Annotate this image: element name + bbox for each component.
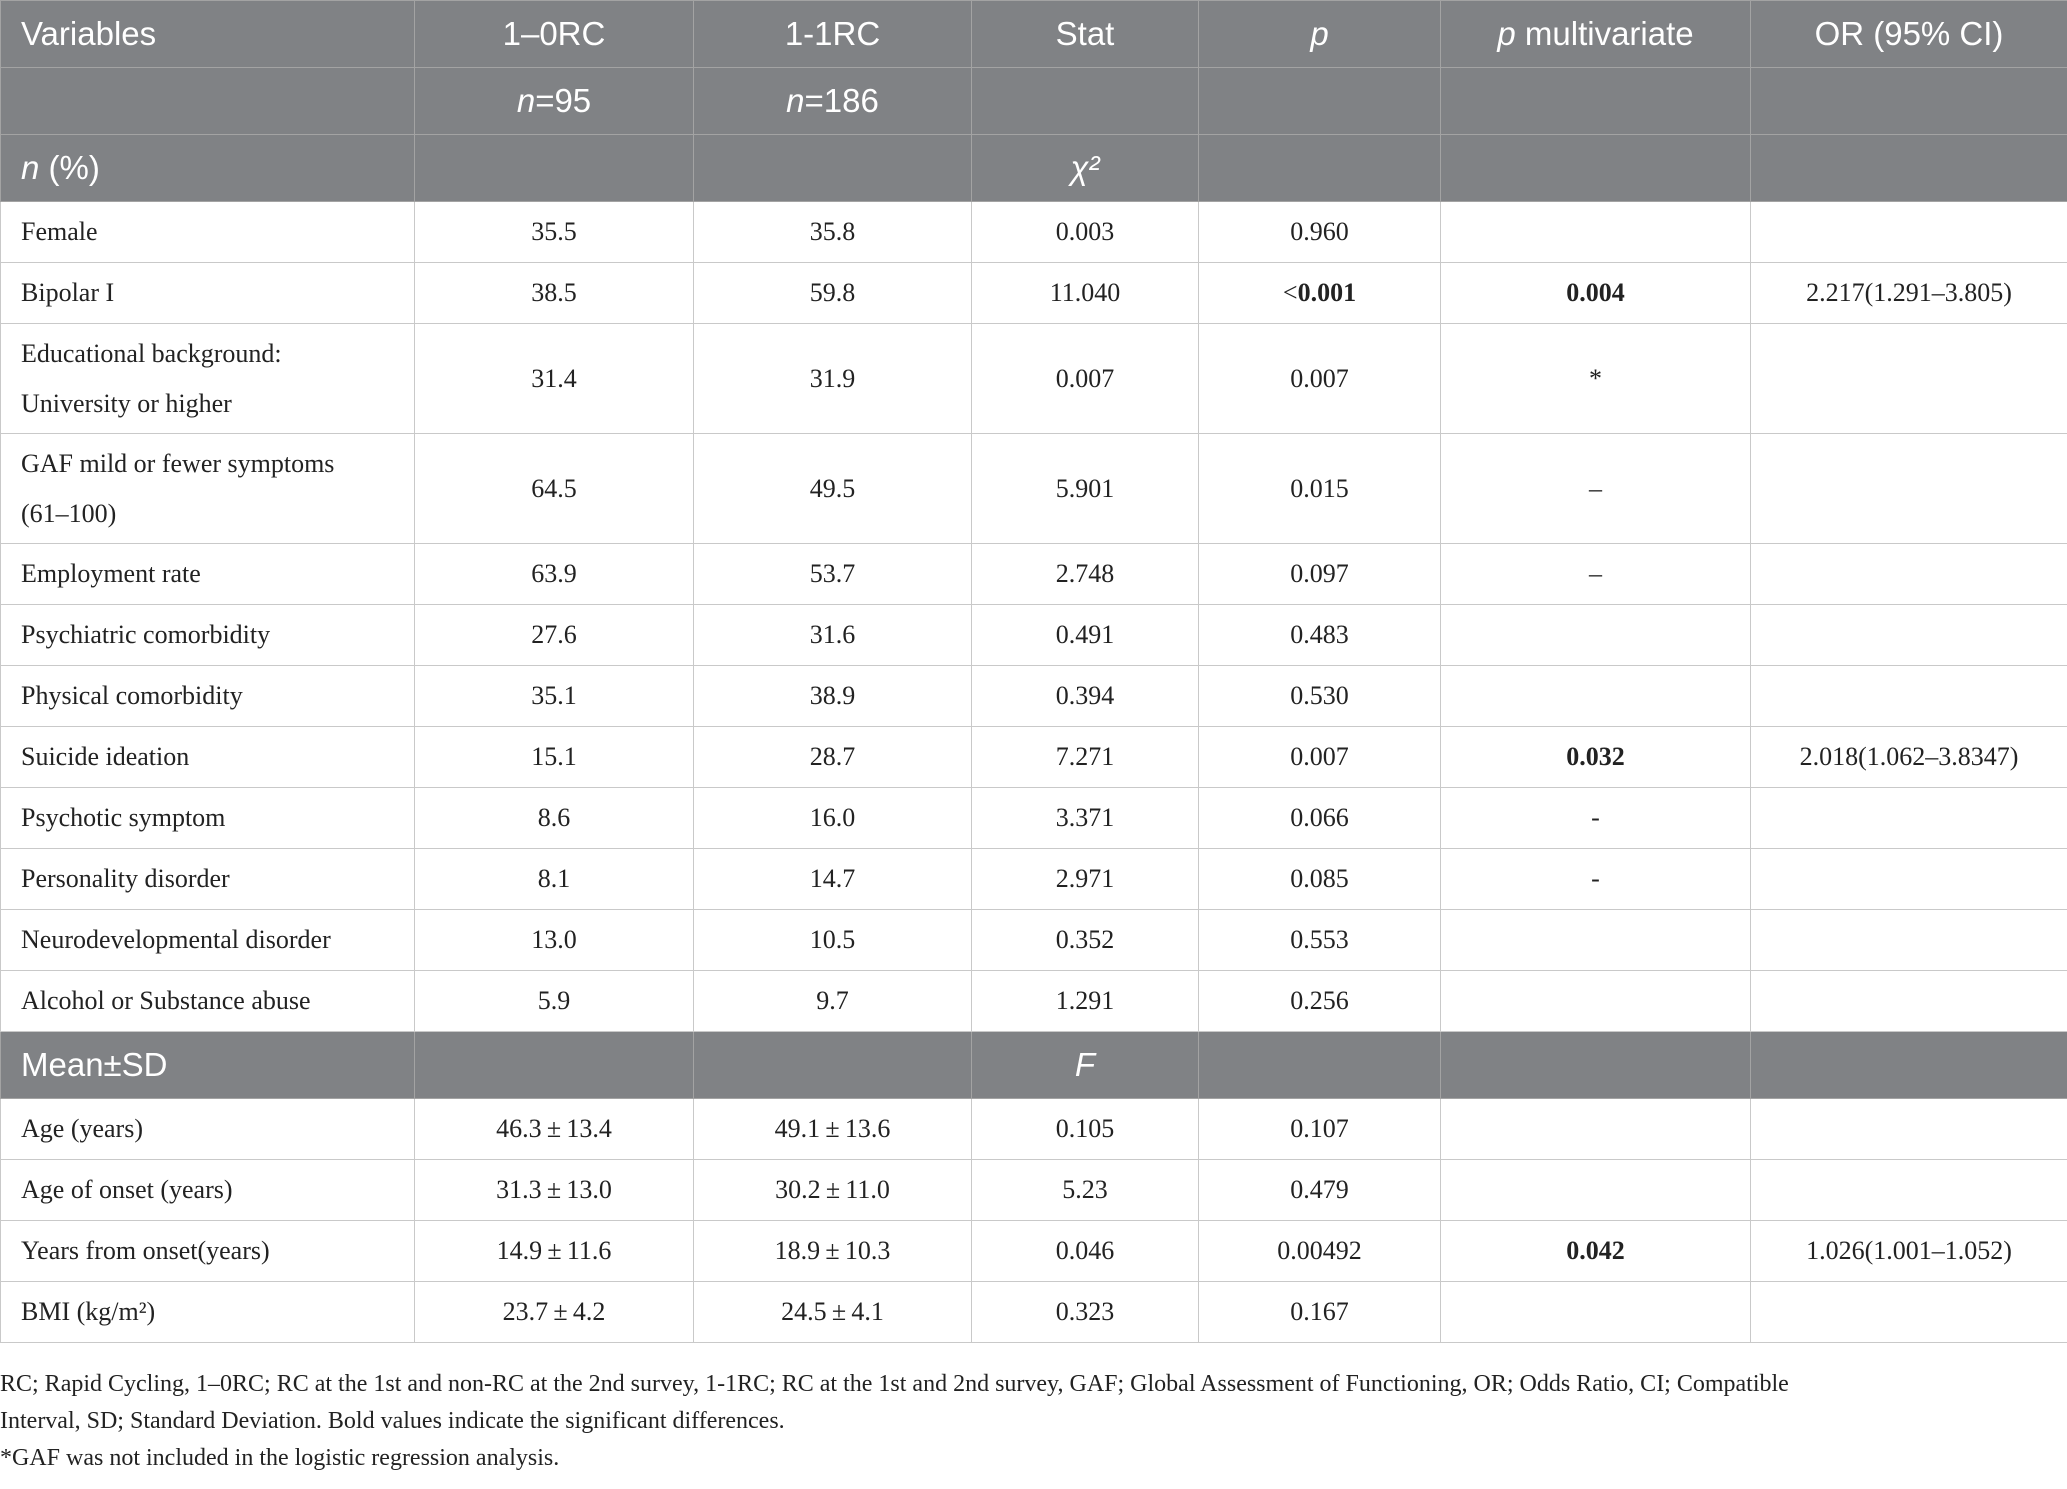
- empty-cell: [1, 68, 415, 135]
- empty-cell: [694, 135, 972, 202]
- table-row: [1, 910, 2067, 971]
- empty-cell: [972, 68, 1199, 135]
- table-row: [1, 324, 2067, 434]
- odds-ratio-value: [1751, 666, 2067, 727]
- variable-name-cell: [1, 202, 415, 263]
- stat-value: 5.901: [972, 434, 1199, 544]
- group1-value: 15.1: [415, 727, 694, 788]
- p-value-cell: [1199, 263, 1441, 324]
- table-row: [1, 544, 2067, 605]
- p-value: 0.960: [1290, 217, 1349, 246]
- p-value: 0.097: [1290, 559, 1349, 588]
- group2-value: 30.2 ± 11.0: [694, 1160, 972, 1221]
- pct-suffix: (%): [39, 149, 100, 186]
- table-row: [1, 788, 2067, 849]
- odds-ratio-value: [1751, 1160, 2067, 1221]
- p-multivariate-value: [1441, 1282, 1751, 1343]
- group1-value: 64.5: [415, 434, 694, 544]
- empty-cell: [1751, 135, 2067, 202]
- group2-value: 35.8: [694, 202, 972, 263]
- stat-value: 2.971: [972, 849, 1199, 910]
- odds-ratio-value: [1751, 544, 2067, 605]
- header-p-multivariate: [1441, 1, 1751, 68]
- empty-cell: [415, 135, 694, 202]
- n-symbol: n: [516, 82, 536, 119]
- table-row: [1, 434, 2067, 544]
- odds-ratio-value: [1751, 1282, 2067, 1343]
- variable-name: Physical comorbidity: [21, 681, 243, 710]
- section-pct-header: [1, 135, 2067, 202]
- header-p: p: [1199, 1, 1441, 68]
- p-multivariate-value: [1441, 605, 1751, 666]
- group2-value: 10.5: [694, 910, 972, 971]
- group1-value: 13.0: [415, 910, 694, 971]
- table-row: [1, 1221, 2067, 1282]
- n-value: =186: [804, 82, 879, 119]
- p-value-cell: [1199, 605, 1441, 666]
- group1-value: 46.3 ± 13.4: [415, 1099, 694, 1160]
- variable-name-cell: [1, 727, 415, 788]
- group1-value: 35.5: [415, 202, 694, 263]
- stat-value: 11.040: [972, 263, 1199, 324]
- section-mean-label: Mean±SD: [1, 1032, 415, 1099]
- p-value-cell: [1199, 544, 1441, 605]
- group1-value: 31.4: [415, 324, 694, 434]
- header-n-group2: [694, 68, 972, 135]
- p-multivariate-value: [1441, 666, 1751, 727]
- group2-value: 9.7: [694, 971, 972, 1032]
- n-symbol: n: [786, 82, 805, 119]
- p-value-cell: [1199, 1160, 1441, 1221]
- group2-value: 14.7: [694, 849, 972, 910]
- p-multivariate-value: -: [1441, 788, 1751, 849]
- variable-name: Psychiatric comorbidity: [21, 620, 271, 649]
- table-row: [1, 263, 2067, 324]
- section-pct-stat: χ²: [972, 135, 1199, 202]
- p-multivariate-value: –: [1441, 434, 1751, 544]
- variable-name: Alcohol or Substance abuse: [21, 986, 311, 1015]
- stat-value: 0.003: [972, 202, 1199, 263]
- stat-value: 0.007: [972, 324, 1199, 434]
- p-value-prefix: <: [1282, 278, 1298, 307]
- table-row: [1, 971, 2067, 1032]
- group1-value: 8.1: [415, 849, 694, 910]
- variable-name: Suicide ideation: [21, 742, 190, 771]
- odds-ratio-value: [1751, 788, 2067, 849]
- variable-name-cell: [1, 324, 415, 434]
- header-stat: Stat: [972, 1, 1199, 68]
- group1-value: 31.3 ± 13.0: [415, 1160, 694, 1221]
- p-multivariate-value: [1441, 971, 1751, 1032]
- footnote-abbreviations-1: RC; Rapid Cycling, 1–0RC; RC at the 1st and non-RC at the 2nd survey, 1-1RC; RC at the 1st and 2nd survey, GAF; Global Assessment of Functioning, OR; Odds Ratio, CI; Compatible: [0, 1371, 1789, 1397]
- variable-name-cell: [1, 544, 415, 605]
- variable-name: Age (years): [21, 1114, 143, 1143]
- table-footnotes: [0, 1366, 2040, 1477]
- empty-cell: [415, 1032, 694, 1099]
- group2-value: 31.6: [694, 605, 972, 666]
- p-value: 0.00492: [1277, 1236, 1362, 1265]
- p-value: 0.256: [1290, 986, 1349, 1015]
- header-variables: Variables: [1, 1, 415, 68]
- variable-name-cell: [1, 666, 415, 727]
- group1-value: 63.9: [415, 544, 694, 605]
- p-multivariate-value: [1441, 1160, 1751, 1221]
- variable-name-continued: University or higher: [21, 388, 232, 418]
- n-value: =95: [535, 82, 592, 119]
- variable-name: Female: [21, 217, 98, 246]
- stat-value: 0.105: [972, 1099, 1199, 1160]
- variable-name-cell: [1, 1221, 415, 1282]
- p-multivariate-value: *: [1441, 324, 1751, 434]
- stat-value: 2.748: [972, 544, 1199, 605]
- stat-value: 0.394: [972, 666, 1199, 727]
- stat-value: 1.291: [972, 971, 1199, 1032]
- empty-cell: [1751, 1032, 2067, 1099]
- group2-value: 16.0: [694, 788, 972, 849]
- variable-name: Years from onset(years): [21, 1236, 270, 1265]
- group2-value: 31.9: [694, 324, 972, 434]
- p-value: 0.015: [1290, 473, 1349, 503]
- group1-value: 5.9: [415, 971, 694, 1032]
- group2-value: 59.8: [694, 263, 972, 324]
- variable-name-cell: [1, 605, 415, 666]
- p-value: 0.167: [1290, 1297, 1349, 1326]
- p-value: 0.479: [1290, 1175, 1349, 1204]
- variable-name: Educational background:: [21, 338, 282, 368]
- group2-value: 49.1 ± 13.6: [694, 1099, 972, 1160]
- p-value: 0.007: [1290, 363, 1349, 393]
- p-value-cell: [1199, 324, 1441, 434]
- odds-ratio-value: [1751, 605, 2067, 666]
- odds-ratio-value: [1751, 202, 2067, 263]
- table-row: [1, 202, 2067, 263]
- odds-ratio-value: 1.026(1.001–1.052): [1751, 1221, 2067, 1282]
- section-mean-stat: F: [972, 1032, 1199, 1099]
- variable-name-cell: [1, 971, 415, 1032]
- group2-value: 38.9: [694, 666, 972, 727]
- p-value: 0.001: [1297, 278, 1357, 307]
- variable-name-cell: [1, 1160, 415, 1221]
- p-value: 0.066: [1290, 803, 1349, 832]
- group2-value: 18.9 ± 10.3: [694, 1221, 972, 1282]
- odds-ratio-value: [1751, 910, 2067, 971]
- p-value: 0.107: [1290, 1114, 1349, 1143]
- p-multivariate-value: 0.032: [1441, 727, 1751, 788]
- group2-value: 24.5 ± 4.1: [694, 1282, 972, 1343]
- p-value-cell: [1199, 849, 1441, 910]
- stat-value: 3.371: [972, 788, 1199, 849]
- odds-ratio-value: 2.217(1.291–3.805): [1751, 263, 2067, 324]
- variable-name: Neurodevelopmental disorder: [21, 925, 331, 954]
- p-value-cell: [1199, 434, 1441, 544]
- odds-ratio-value: [1751, 324, 2067, 434]
- variable-name: GAF mild or fewer symptoms: [21, 448, 335, 478]
- footnote-abbreviations-2: Interval, SD; Standard Deviation. Bold values indicate the significant differences.: [0, 1408, 785, 1434]
- section-pct-label: [1, 135, 415, 202]
- variable-name-continued: (61–100): [21, 498, 117, 528]
- group1-value: 8.6: [415, 788, 694, 849]
- header-group2: 1-1RC: [694, 1, 972, 68]
- group1-value: 23.7 ± 4.2: [415, 1282, 694, 1343]
- p-value-cell: [1199, 788, 1441, 849]
- odds-ratio-value: [1751, 434, 2067, 544]
- variable-name: Personality disorder: [21, 864, 230, 893]
- variable-name-cell: [1, 1282, 415, 1343]
- variable-name-cell: [1, 788, 415, 849]
- header-p-multi-italic: p: [1497, 15, 1516, 52]
- stat-value: 5.23: [972, 1160, 1199, 1221]
- p-value: 0.530: [1290, 681, 1349, 710]
- variable-name: Psychotic symptom: [21, 803, 226, 832]
- empty-cell: [1199, 135, 1441, 202]
- header-or: OR (95% CI): [1751, 1, 2067, 68]
- p-multivariate-value: [1441, 910, 1751, 971]
- variable-name: Age of onset (years): [21, 1175, 233, 1204]
- stat-value: 0.323: [972, 1282, 1199, 1343]
- table-row: [1, 727, 2067, 788]
- empty-cell: [1441, 135, 1751, 202]
- odds-ratio-value: [1751, 971, 2067, 1032]
- empty-cell: [1199, 68, 1441, 135]
- p-value-cell: [1199, 1099, 1441, 1160]
- group1-value: 35.1: [415, 666, 694, 727]
- variable-name-cell: [1, 849, 415, 910]
- p-value: 0.553: [1290, 925, 1349, 954]
- odds-ratio-value: [1751, 849, 2067, 910]
- group1-value: 38.5: [415, 263, 694, 324]
- header-n-row: [1, 68, 2067, 135]
- variable-name-cell: [1, 910, 415, 971]
- variable-name-cell: [1, 1099, 415, 1160]
- variable-name: BMI (kg/m²): [21, 1297, 156, 1326]
- table-row: [1, 1160, 2067, 1221]
- n-symbol: n: [21, 149, 40, 186]
- p-value-cell: [1199, 1282, 1441, 1343]
- group1-value: 27.6: [415, 605, 694, 666]
- p-multivariate-value: [1441, 1099, 1751, 1160]
- group1-value: 14.9 ± 11.6: [415, 1221, 694, 1282]
- header-row: [1, 1, 2067, 68]
- p-multivariate-value: 0.042: [1441, 1221, 1751, 1282]
- stat-value: 0.491: [972, 605, 1199, 666]
- header-group1: 1–0RC: [415, 1, 694, 68]
- empty-cell: [1441, 68, 1751, 135]
- empty-cell: [694, 1032, 972, 1099]
- p-value-cell: [1199, 666, 1441, 727]
- footnote-gaf: *GAF was not included in the logistic regression analysis.: [0, 1445, 560, 1471]
- odds-ratio-value: 2.018(1.062–3.8347): [1751, 727, 2067, 788]
- group2-value: 28.7: [694, 727, 972, 788]
- p-value: 0.007: [1290, 742, 1349, 771]
- p-value-cell: [1199, 971, 1441, 1032]
- variable-name-cell: [1, 263, 415, 324]
- header-n-group1: [415, 68, 694, 135]
- p-value: 0.483: [1290, 620, 1349, 649]
- p-value: 0.085: [1290, 864, 1349, 893]
- p-value-cell: [1199, 910, 1441, 971]
- stat-value: 7.271: [972, 727, 1199, 788]
- stat-value: 0.352: [972, 910, 1199, 971]
- table-row: [1, 1099, 2067, 1160]
- variable-name-cell: [1, 434, 415, 544]
- p-multivariate-value: 0.004: [1441, 263, 1751, 324]
- header-p-multi-rest: multivariate: [1515, 15, 1694, 52]
- table-row: [1, 1282, 2067, 1343]
- variable-name: Bipolar I: [21, 278, 115, 307]
- p-multivariate-value: -: [1441, 849, 1751, 910]
- stat-value: 0.046: [972, 1221, 1199, 1282]
- odds-ratio-value: [1751, 1099, 2067, 1160]
- p-value-cell: [1199, 202, 1441, 263]
- p-value-cell: [1199, 1221, 1441, 1282]
- section-mean-header: [1, 1032, 2067, 1099]
- empty-cell: [1751, 68, 2067, 135]
- table-row: [1, 605, 2067, 666]
- p-value-cell: [1199, 727, 1441, 788]
- p-multivariate-value: [1441, 202, 1751, 263]
- table-row: [1, 849, 2067, 910]
- empty-cell: [1199, 1032, 1441, 1099]
- variable-name: Employment rate: [21, 559, 201, 588]
- group2-value: 53.7: [694, 544, 972, 605]
- table-row: [1, 666, 2067, 727]
- p-multivariate-value: –: [1441, 544, 1751, 605]
- group2-value: 49.5: [694, 434, 972, 544]
- empty-cell: [1441, 1032, 1751, 1099]
